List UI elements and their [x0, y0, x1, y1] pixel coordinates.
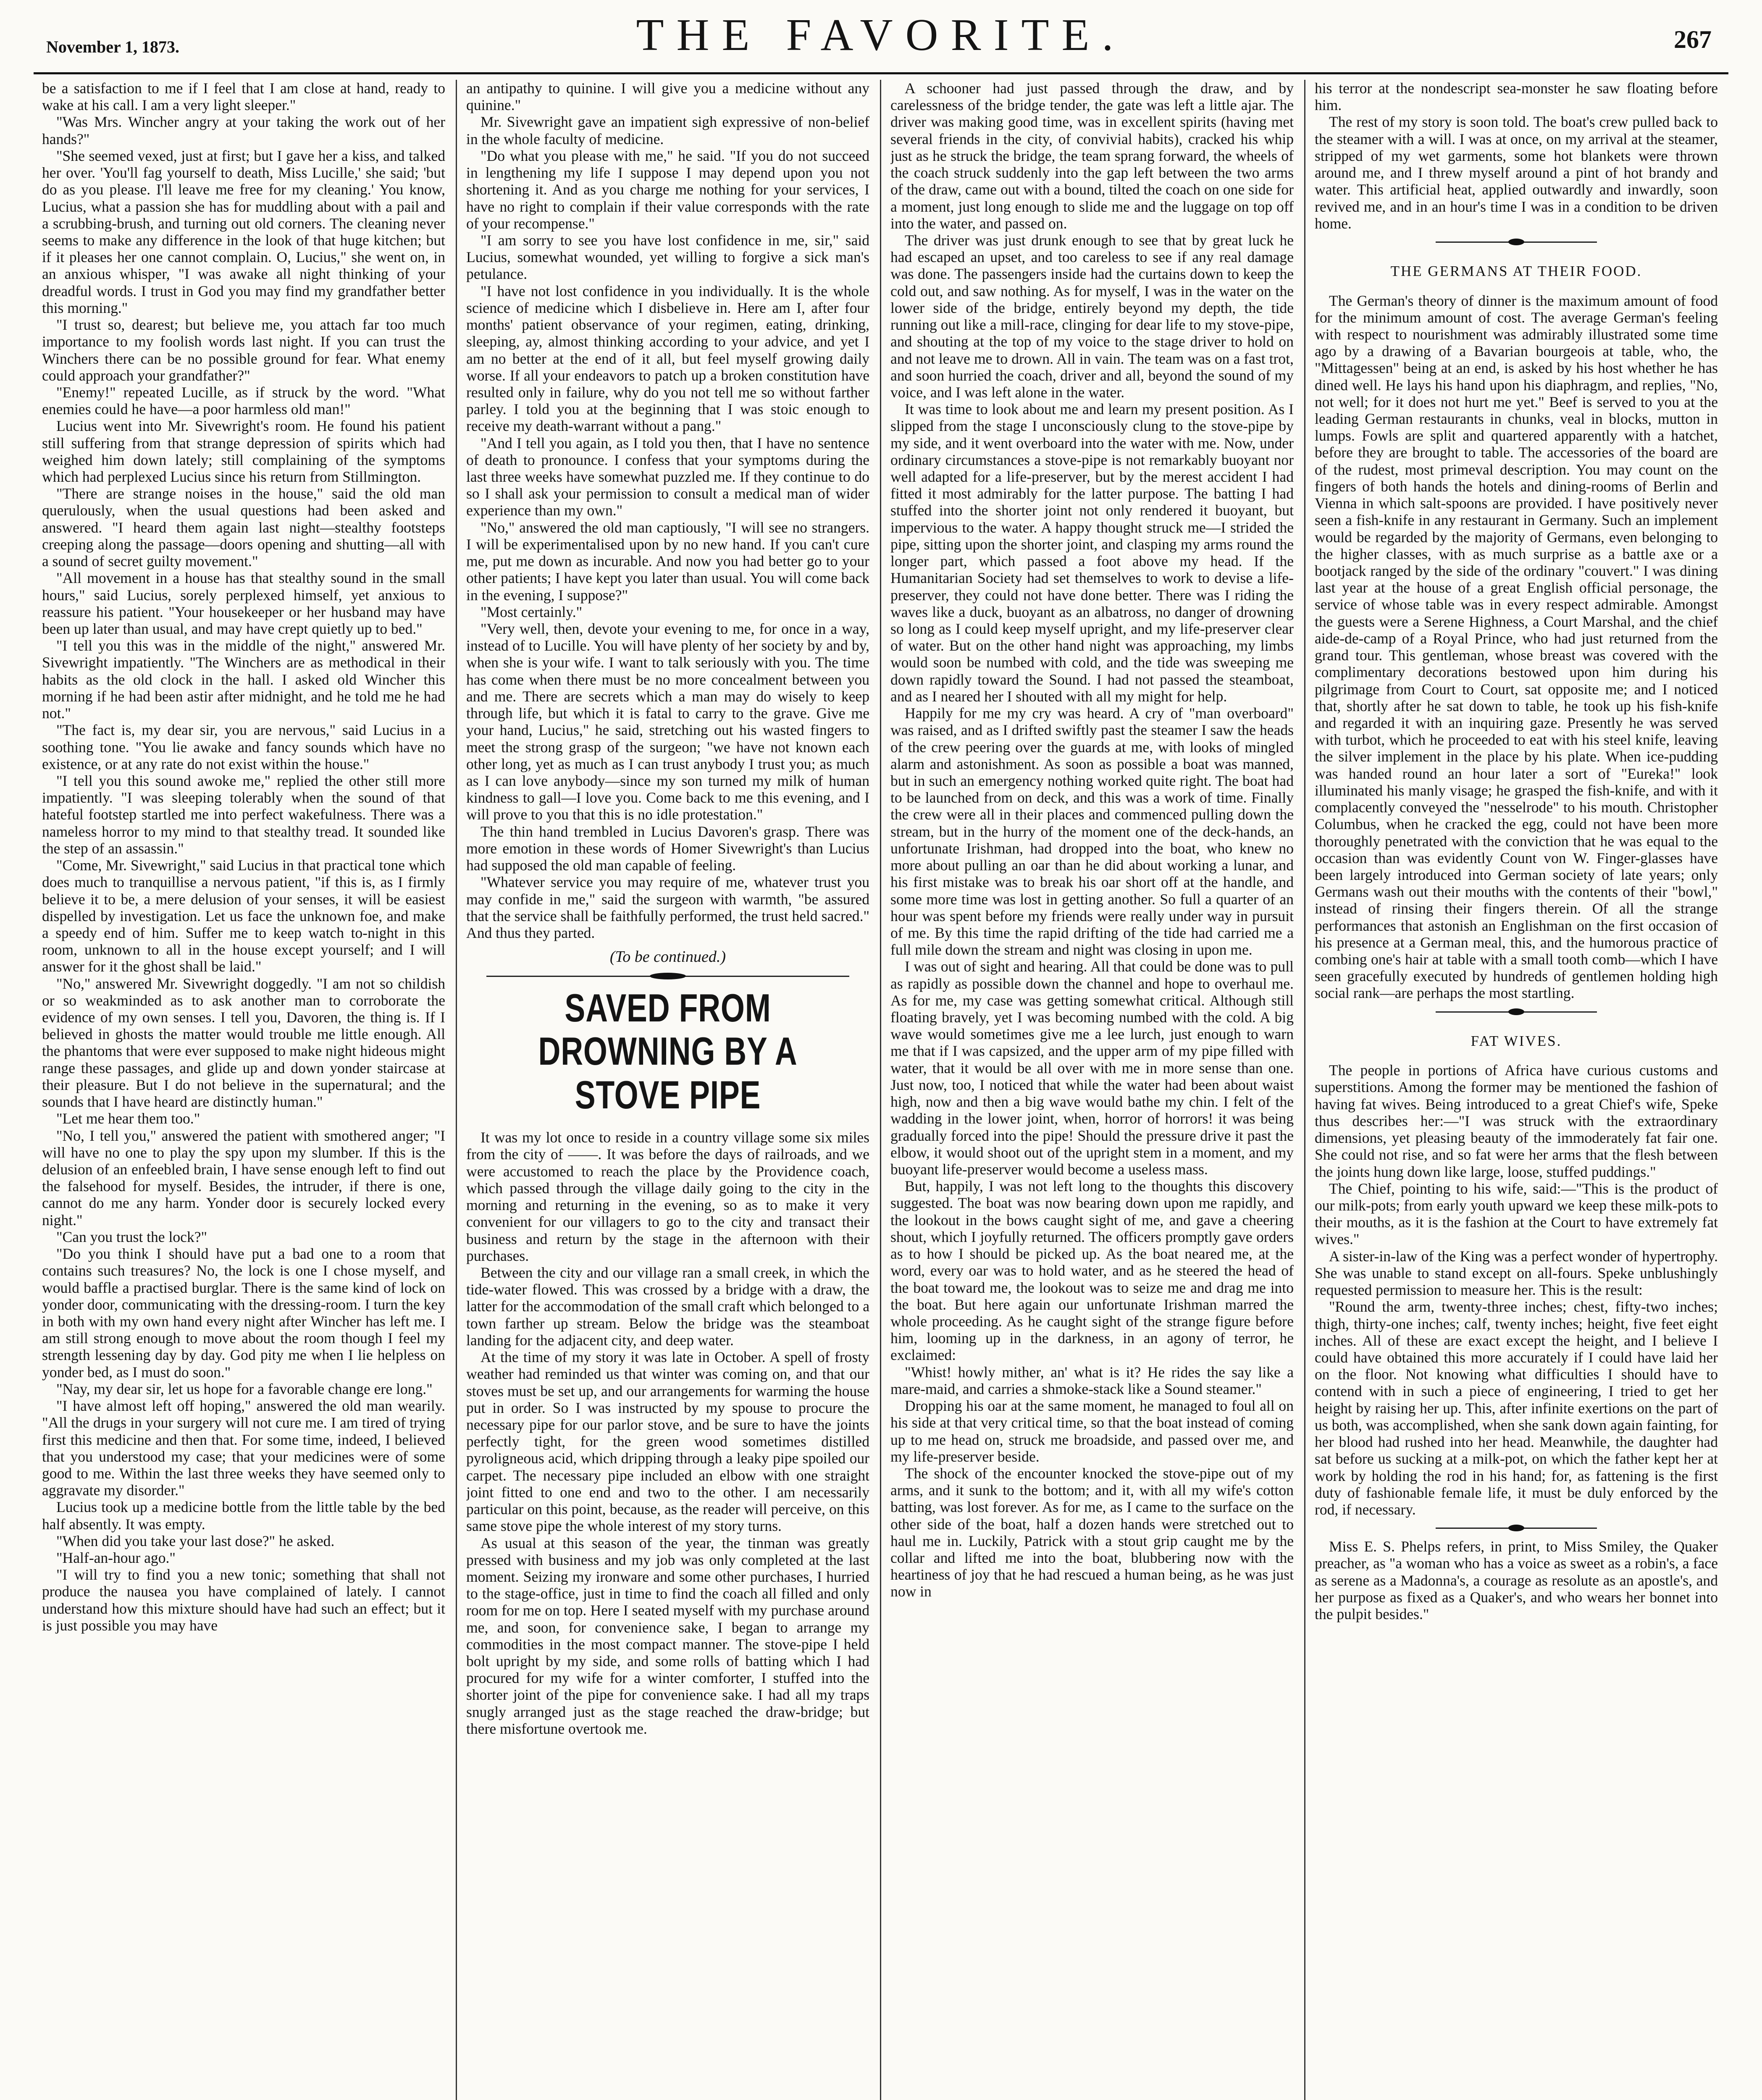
paragraph: Happily for me my cry was heard. A cry of "man overboard" was raised, and as I drifted swiftly past the steamer I saw the heads of the crew peering over the guards at me, with looks of mingled alarm and astonishment. As soon as possible a boat was manned, but in such an emergency nothing worked quite right. The boat had to be launched from on deck, and this was a work of time. Finally the crew were all in their places and commenced pulling down the stream, but in the hurry of the moment one of the deck-hands, an unfortunate Irishman, had dropped into the boat, who knew no more about pulling an oar than he did about working a lunar, and his first mistake was to break his oar short off at the handle, and some more time was lost in getting another. So full a quarter of an hour was spent before my friends were really under way in pursuit of me. By this time the rapid drifting of the tide had carried me a full mile down the stream and night was closing in upon me.	[890, 705, 1294, 958]
paragraph: "I trust so, dearest; but believe me, you attach far too much importance to my foolish words last night. If you can trust the Winchers there can be no possible ground for fear. What enemy could approach your grandfather?"	[42, 316, 445, 384]
column-divider	[456, 80, 457, 2100]
column-3	[890, 80, 1294, 2100]
paragraph: "There are strange noises in the house," said the old man querulously, when the usual questions had been asked and answered. "I heard them again last night—stealthy footsteps creeping along the passage—doors opening and shutting—all with a sound of secret guilty movement."	[42, 485, 445, 570]
paragraph: Mr. Sivewright gave an impatient sigh expressive of non-belief in the whole faculty of medicine.	[466, 113, 869, 147]
issue-date: November 1, 1873.	[46, 37, 179, 56]
paragraph: The thin hand trembled in Lucius Davoren's grasp. There was more emotion in these words of Homer Sivewright's than Lucius had supposed the old man capable of feeling.	[466, 823, 869, 874]
paragraph: "All movement in a house has that stealthy sound in the small hours," said Lucius, sorely perplexed himself, yet anxious to reassure his patient. "Your housekeeper or her husband may have been up later than usual, and may have crept quietly up to bed."	[42, 570, 445, 637]
paragraph: "The fact is, my dear sir, you are nervous," said Lucius in a soothing tone. "You lie awake and fancy sounds which have no existence, or at any rate do not exist within the house."	[42, 722, 445, 772]
paragraph: "Most certainly."	[481, 603, 583, 620]
paragraph: "Very well, then, devote your evening to me, for once in a way, instead of to Lucille. You will have plenty of her society by and by, when she is your wife. I want to talk seriously with you. The time has come when there must be no more concealment between you and me. There are secrets which a man may do wisely to keep through life, but which it is fatal to carry to the grave. Give me your hand, Lucius," he said, stretching out his wasted fingers to meet the strong grasp of the surgeon; "we have not known each other long, yet as much as I can trust anybody I trust you; as much as I can love anybody—since my son turned my milk of human kindness to gall—I love you. Come back to me this evening, and I will prove to you that this is no idle protestation."	[466, 620, 869, 823]
section-title: THE GERMANS AT THEIR FOOD.	[1390, 262, 1642, 279]
publication-title: THE FAVORITE.	[636, 10, 1126, 60]
ornamental-rule	[486, 972, 849, 980]
paragraph: "I have almost left off hoping," answered the old man wearily. "All the drugs in your surgery will not cure me. I am tired of trying first this medicine and then that. For some time, indeed, I believed that you understood my case; that your medicines were of some good to me. Within the last three weeks they have seemed only to aggravate my disorder."	[42, 1397, 445, 1499]
paragraph: "No," answered Mr. Sivewright doggedly. "I am not so childish or so weakminded as to ask another man to corroborate the evidence of my own senses. I tell you, Davoren, the thing is. If I believed in ghosts the matter would trouble me little enough. All the phantoms that were ever supposed to make night hideous might range these passages, and glide up and down yonder staircase at their pleasure. But I do not believe in the supernatural; and the sounds that I have heard are distinctly human."	[42, 975, 445, 1110]
paragraph: Miss E. S. Phelps refers, in print, to Miss Smiley, the Quaker preacher, as "a woman who has a voice as sweet as a robin's, a face as serene as a Madonna's, a courage as resolute as an apostle's, and her purpose as fixed as a Quaker's, and who wears her bonnet into the pulpit besides."	[1315, 1538, 1718, 1623]
to-be-continued: (To be continued.)	[609, 948, 726, 966]
column-2	[466, 80, 869, 2100]
ornamental-rule	[1436, 1524, 1597, 1532]
paragraph: "Was Mrs. Wincher angry at your taking the work out of her hands?"	[42, 113, 445, 147]
paragraph: his terror at the nondescript sea-monster he saw floating before him.	[1315, 80, 1718, 114]
paragraph: "Round the arm, twenty-three inches; chest, fifty-two inches; thigh, thirty-one inches; calf, twenty inches; height, five feet eight inches. All of these are exact except the height, and I believe I could have obtained this more accurately if I could have laid her on the floor. Not knowing what difficulties I should have to contend with in such a piece of engineering, I tried to get her height by raising her up. This, after infinite exertions on the part of us both, was accomplished, when she sank down again fainting, for her blood had rushed into her head. Meanwhile, the daughter had sat before us sucking at a milk-pot, on which the father kept her at work by holding the rod in his hand; for, as fattening is the first duty of fashionable female life, it must be duly enforced by the rod, if necessary.	[1315, 1298, 1718, 1518]
paragraph: The Chief, pointing to his wife, said:—"This is the product of our milk-pots; from early youth upward we keep these milk-pots to their mouths, as it is the fashion at the Court to have extremely fat wives."	[1315, 1180, 1718, 1248]
story-title: SAVED FROM DROWNING BY A STOVE PIPE	[538, 986, 798, 1117]
paragraph: The rest of my story is soon told. The boat's crew pulled back to the steamer with a will. I was at once, on my arrival at the steamer, stripped of my wet garments, some hot blankets were thrown around me, and I threw myself around a pint of hot brandy and water. This artificial heat, applied outwardly and inwardly, soon revived me, and in an hour's time I was in a condition to be driven home.	[1315, 113, 1718, 232]
paragraph: "And I tell you again, as I told you then, that I have no sentence of death to pronounce. I confess that your symptoms during the last three weeks have somewhat puzzled me. If they continue to do so I shall ask your permission to consult a medical man of wider experience than my own."	[466, 434, 869, 519]
paragraph: Lucius took up a medicine bottle from the little table by the bed half absently. It was empty.	[42, 1499, 445, 1533]
paragraph: "Do you think I should have put a bad one to a room that contains such treasures? No, the lock is one I chose myself, and would baffle a practised burglar. There is the same kind of lock on yonder door, communicating with the dressing-room. I turn the key in both with my own hand every night after Wincher has left me. I am still strong enough to move about the room though I feel my strength lessening day by day. God pity me when I lie helpless on yonder bed, as I must do soon."	[42, 1245, 445, 1381]
paragraph: "I have not lost confidence in you individually. It is the whole science of medicine which I disbelieve in. Here am I, after four months' patient observance of your regimen, eating, drinking, sleeping, ay, almost thinking according to your advice, and yet I am no better at the end of it all, but feel myself growing daily worse. If all your endeavors to patch up a broken constitution have resulted only in failure, why do you not tell me so without farther parley. I told you at the beginning that I was stoic enough to receive my death-warrant without a pang."	[466, 282, 869, 435]
column-divider	[1304, 80, 1305, 2100]
paragraph: The people in portions of Africa have curious customs and superstitions. Among the former may be mentioned the fashion of having fat wives. Being introduced to a great Chief's wife, Speke thus describes her:—"I was struck with the extraordinary dimensions, yet pleasing beauty of the immoderately fat fair one. She could not rise, and so fat were her arms that the flesh between the joints hung down like large, loose, stuffed puddings."	[1315, 1062, 1718, 1180]
paragraph: At the time of my story it was late in October. A spell of frosty weather had reminded us that winter was coming on, and that our stoves must be set up, and our arrangements for warming the house put in order. So I was instructed by my spouse to procure the necessary pipe for our parlor stove, and be sure to have the joints perfectly tight, for the green wood sometimes distilled pyroligneous acid, which dripping through a leaky pipe spoiled our carpet. The necessary pipe included an elbow with one straight joint fitted to one end and two to the other. I am necessarily particular on this point, because, as the reader will perceive, on this same stove pipe the whole interest of my story turns.	[466, 1349, 869, 1535]
paragraph: "I am sorry to see you have lost confidence in me, sir," said Lucius, somewhat wounded, yet willing to forgive a sick man's petulance.	[466, 231, 869, 283]
paragraph: A sister-in-law of the King was a perfect wonder of hypertrophy. She was unable to stand except on all-fours. Speke unblushingly requested permission to measure her. This is the result:	[1315, 1247, 1718, 1299]
paragraph: "Whatever service you may require of me, whatever trust you may confide in me," said the surgeon with warmth, "be assured that the service shall be faithfully performed, the trust held sacred." And thus they parted.	[466, 874, 869, 941]
page-number: 267	[1674, 26, 1712, 53]
paragraph: "When did you take your last dose?" he asked.	[56, 1532, 335, 1549]
column-4	[1315, 80, 1718, 2100]
paragraph: "Do what you please with me," he said. "If you do not succeed in lengthening my life I suppose I may depend upon you not shortening it. And as you charge me nothing for your services, I have no right to complain if their value corresponds with the rate of your recompense."	[466, 147, 869, 232]
column-divider	[880, 80, 881, 2100]
ornamental-rule	[1436, 1008, 1597, 1016]
ornamental-rule	[1436, 238, 1597, 246]
paragraph: The German's theory of dinner is the maximum amount of food for the minimum amount of cost. The average German's feeling with respect to nourishment was admirably illustrated some time ago by a drawing of a Bavarian bourgeois at table, who, the "Mittagessen" being at an end, is asked by his host whether he has dined well. He lays his hand upon his diaphragm, and replies, "No, not well; for it does not hurt me yet." Beef is served to you at the leading German restaurants in chunks, veal in blocks, mutton in lumps. Fowls are split and quartered apparently with a hatchet, before they are brought to table. The accessories of the board are of the rudest, most primeval description. You may count on the fingers of both hands the hotels and dining-rooms of Berlin and Vienna in which salt-spoons are provided. I have positively never seen a fish-knife in any restaurant in Germany. Such an implement would be regarded by the majority of Germans, even belonging to the higher classes, with as much surprise as a battle axe or a bootjack ranged by the side of the ordinary "couvert." I was dining last year at the house of a great English official personage, the service of whose table was in every respect admirable. Amongst the guests were a Serene Highness, a Court Marshal, and the chief aide-de-camp of a Royal Prince, who had just returned from the grand tour. This gentleman, whose breast was covered with the complimentary decorations bestowed upon him during his pilgrimage from Court to Court, sat opposite me; and I noticed that, shortly after he sat down to table, he took up his fish-knife and regarded it with an inquiring gaze. Presently he was served with turbot, which he proceeded to eat with his steel knife, leaving the silver implement in the place by his plate. When ice-pudding was handed round an hour later a sort of "Eureka!" look illuminated his manly visage; he grasped the fish-knife, and with it complacently conveyed the "nesselrode" to his mouth. Christopher Columbus, when he cracked the egg, could not have been more thoroughly penetrated with the conviction that he was equal to the occasion than was evidently Count von W. Finger-glasses have been largely introduced into German society of late years; only Germans wash out their mouths with the contents of their "bowl," instead of rinsing their fingers therein. Of all the strange performances that astonish an Englishman on the first occasion of his presence at a German meal, this, and the humorous practice of combing one's hair at table with a small tooth comb—which I have seen gracefully executed by hundreds of gentlemen holding high social rank—are perhaps the most startling.	[1315, 292, 1718, 1002]
paragraph: "Can you trust the lock?"	[56, 1228, 207, 1245]
paragraph: "I tell you this was in the middle of the night," answered Mr. Sivewright impatiently. "The Winchers are as methodical in their habits as the old clock in the hall. I asked old Wincher this morning if he had been astir after midnight, and he told me he had not."	[42, 637, 445, 722]
paragraph: "Enemy!" repeated Lucille, as if struck by the word. "What enemies could he have—a poor harmless old man!"	[42, 383, 445, 418]
paragraph: The driver was just drunk enough to see that by great luck he had escaped an upset, and too careless to see if any real damage was done. The passengers inside had the curtains down to keep the cold out, and saw nothing. As for myself, I was in the water on the lower side of the bridge, entirely beyond my depth, the tide running out like a mill-race, clinging for dear life to my stove-pipe, and shouting at the top of my voice to the stage driver to hold on and not leave me to drown. All in vain. The team was on a fast trot, and soon hurried the coach, driver and all, beyond the sound of my voice, and I was left alone in the water.	[890, 231, 1294, 401]
paragraph: "Let me hear them too."	[56, 1110, 200, 1127]
paragraph: "Come, Mr. Sivewright," said Lucius in that practical tone which does much to tranquillise a nervous patient, "if this is, as I firmly believe it to be, a mere delusion of your senses, it will be easiest dispelled by investigation. Let us face the unknown foe, and make a speedy end of him. Suffer me to keep watch to-night in this room, unknown to all in the house except yourself; and I will answer for it the ghost shall be laid."	[42, 857, 445, 975]
paragraph: Dropping his oar at the same moment, he managed to foul all on his side at that very critical time, so that the boat instead of coming up to me head on, struck me broadside, and passed over me, and my life-preserver beside.	[890, 1397, 1294, 1465]
paragraph: "Whist! howly mither, an' what is it? He rides the say like a mare-maid, and carries a shmoke-stack like a Sound steamer."	[890, 1363, 1294, 1397]
paragraph: Lucius went into Mr. Sivewright's room. He found his patient still suffering from that strange depression of spirits which had weighed him down lately; still complaining of the symptoms which had perplexed Lucius since his return from Stillmington.	[42, 417, 445, 486]
paragraph: "Half-an-hour ago."	[56, 1549, 176, 1567]
paragraph: The shock of the encounter knocked the stove-pipe out of my arms, and it sunk to the bottom; and it, with all my wife's cotton batting, was lost forever. As for me, as I came to the surface on the other side of the boat, half a dozen hands were stretched out to haul me in. Luckily, Patrick with a stout grip caught me by the collar and lifted me into the boat, blubbering now with the heartiness of joy that he had rescued a human being, as he was just now in	[890, 1465, 1294, 1600]
paragraph: But, happily, I was not left long to the thoughts this discovery suggested. The boat was now bearing down upon me rapidly, and the lookout in the bows caught sight of me, and gave a cheering shout, which I joyfully returned. The officers promptly gave orders as to how I should be picked up. As the boat neared me, at the word, every oar was to hold water, and as he steered the head of the boat toward me, the lookout was to seize me and drag me into the boat. But here again our unfortunate Irishman marred the whole proceeding. As he caught sight of the strange figure before him, looming up in the darkness, in an agony of terror, he exclaimed:	[890, 1178, 1294, 1364]
paragraph: "I tell you this sound awoke me," replied the other still more impatiently. "I was sleeping tolerably when the sound of that hateful footstep startled me into perfect wakefulness. There was a nameless horror to my mind to that stealthy tread. It sounded like the step of an assassin."	[42, 772, 445, 857]
paragraph: be a satisfaction to me if I feel that I am close at hand, ready to wake at his call. I am a very light sleeper."	[42, 80, 445, 114]
paragraph: I was out of sight and hearing. All that could be done was to pull as rapidly as possible down the channel and hope to overhaul me. As for me, my case was getting somewhat critical. Although still floating bravely, yet I was becoming numbed with the cold. A big wave would sometimes give me a lee lurch, just enough to warn me that if I was capsized, and the upper arm of my pipe filled with water, that it would be all over with me in more sense than one. Just now, too, I noticed that while the water had been about waist high, now and then a big wave would bathe my chin. I felt of the wadding in the lower joint, when, horror of horrors! it was being gradually forced into the pipe! Should the pressure drive it past the elbow, it would shoot out of the upright stem in a moment, and my buoyant life-preserver would become a useless mass.	[890, 958, 1294, 1178]
paragraph: Between the city and our village ran a small creek, in which the tide-water flowed. This was crossed by a bridge with a draw, the latter for the accommodation of the small craft which belonged to a town farther up stream. Below the bridge was the steamboat landing for the adjacent city, and deep water.	[466, 1264, 869, 1349]
column-1	[42, 80, 445, 2100]
paragraph: an antipathy to quinine. I will give you a medicine without any quinine."	[466, 80, 869, 114]
paragraph: As usual at this season of the year, the tinman was greatly pressed with business and my job was only completed at the last moment. Seizing my ironware and some other purchases, I hurried to the stage-office, just in time to find the coach all filled and only room for me on top. Here I seated myself with my purchase around me, and soon, for convenience sake, I began to arrange my commodities in the most compact manner. The stove-pipe I held bolt upright by my side, and some rolls of batting which I had procured for my wife for a winter comforter, I stuffed into the shorter joint of the pipe for convenience sake. I had all my traps snugly arranged just as the stage reached the draw-bridge; but there misfortune overtook me.	[466, 1534, 869, 1737]
paragraph: "I will try to find you a new tonic; something that shall not produce the nausea you have complained of lately. I cannot understand how this mixture should have had such an effect; but it is just possible you may have	[42, 1566, 445, 1634]
paragraph: "Nay, my dear sir, let us hope for a favorable change ere long."	[56, 1380, 433, 1397]
header-rule	[34, 72, 1728, 74]
paragraph: It was my lot once to reside in a country village some six miles from the city of ——. It was before the days of railroads, and we were accustomed to reach the place by the Providence coach, which passed through the village daily going to the city in the morning and returning in the evening, so as to make it very convenient for our villagers to go to the city and transact their business and return by the stage in the afternoon with their purchases.	[466, 1129, 869, 1264]
paragraph: "No, I tell you," answered the patient with smothered anger; "I will have no one to play the spy upon my slumber. If this is the delusion of an enfeebled brain, I have sense enough left to find out the falsehood for myself. Besides, the intruder, if there is one, cannot do me any harm. Yonder door is securely locked every night."	[42, 1127, 445, 1228]
section-title: FAT WIVES.	[1471, 1032, 1562, 1049]
masthead	[34, 4, 1728, 67]
paragraph: It was time to look about me and learn my present position. As I slipped from the stage I unconsciously clung to the stove-pipe by my side, and it went overboard into the water with me. Now, under ordinary circumstances a stove-pipe is not remarkably buoyant nor well adapted for a life-preserver, but by the merest accident I had fitted it most admirably for the latter purpose. The batting I had stuffed into the shorter joint not only rendered it buoyant, but impervious to the water. A happy thought struck me—I strided the pipe, sitting upon the shorter joint, and clasping my arms round the longer part, which passed a foot above my head. If the Humanitarian Society had set themselves to work to devise a life-preserver, they could not have done better. There was I riding the waves like a duck, buoyant as an albatross, no danger of drowning so long as I could keep myself upright, and my life-preserver clear of water. But on the other hand night was approaching, my limbs would soon be numbed with cold, and the tide was sweeping me down rapidly toward the Sound. I had not passed the steamboat, and as I neared her I shouted with all my might for help.	[890, 401, 1294, 705]
paragraph: A schooner had just passed through the draw, and by carelessness of the bridge tender, the gate was left a little ajar. The driver was making good time, was in excellent spirits (having met several friends in the city, of convivial habits), cracked his whip just as he struck the bridge, the team sprang forward, the wheels of the coach struck suddenly into the gap left between the two arms of the draw, came out with a bound, tilted the coach on one side for a moment, just long enough to slide me and the luggage on top off into the water, and passed on.	[890, 80, 1294, 232]
paragraph: "No," answered the old man captiously, "I will see no strangers. I will be experimentalised upon by no new hand. If you can't cure me, put me down as incurable. And now you had better go to your other patients; I have kept you later than usual. You will come back in the evening, I suppose?"	[466, 519, 869, 604]
paragraph: "She seemed vexed, just at first; but I gave her a kiss, and talked her over. 'You'll fag yourself to death, Miss Lucille,' she said; 'but do as you please. I'll leave me free for my cleaning.' You know, Lucius, what a passion she has for muddling about with a pail and a scrubbing-brush, and turning out old corners. The cleaning never seems to make any difference in the look of that huge kitchen; but if it pleases her one cannot complain. O, Lucius," she went on, in an anxious whisper, "I was awake all night thinking of your dreadful words. I trust in God you may find my grandfather better this morning."	[42, 147, 445, 316]
